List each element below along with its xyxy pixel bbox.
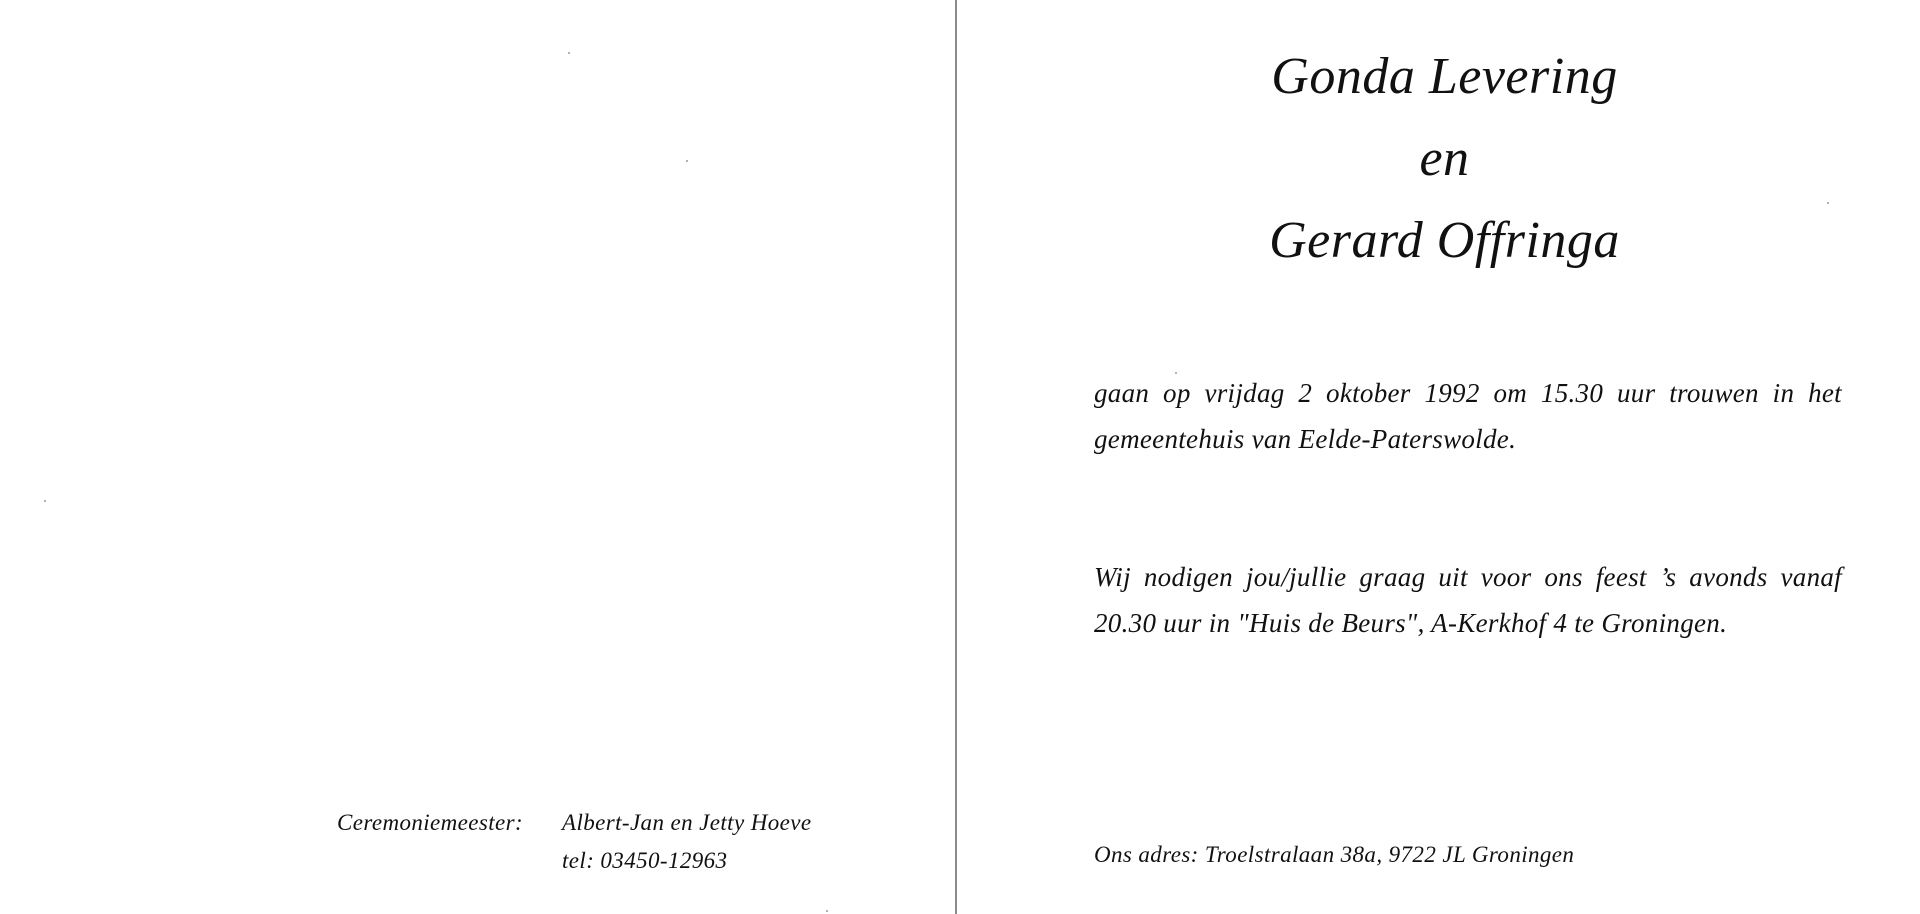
home-address: Ons adres: Troelstralaan 38a, 9722 JL Groningen [1094, 842, 1575, 867]
bride-name: Gonda Levering [1271, 48, 1618, 105]
paper-speck [826, 910, 828, 912]
paper-speck [44, 500, 46, 502]
party-invitation: Wij nodigen jou/jullie graag uit voor ons feest ’s avonds vanaf 20.30 uur in "Huis de Beurs", A-Kerkhof 4 te Groningen. [1094, 562, 1842, 638]
paper-speck [686, 160, 688, 162]
ceremony-master-label-block [337, 804, 523, 842]
couple-names [957, 36, 1920, 282]
conjunction: en [1419, 130, 1470, 187]
groom-name: Gerard Offringa [1269, 212, 1620, 269]
ceremony-master-details [562, 804, 811, 880]
left-panel [0, 0, 955, 914]
paper-speck [568, 52, 570, 54]
wedding-announcement: gaan op vrijdag 2 oktober 1992 om 15.30 uur trouwen in het gemeentehuis van Eelde-Paterswolde. [1094, 378, 1842, 454]
ceremony-master-label: Ceremoniemeester: [337, 810, 524, 835]
ceremony-master-names: Albert-Jan en Jetty Hoeve [562, 810, 812, 835]
right-panel [957, 0, 1920, 914]
ceremony-master-phone: tel: 03450-12963 [562, 848, 728, 873]
